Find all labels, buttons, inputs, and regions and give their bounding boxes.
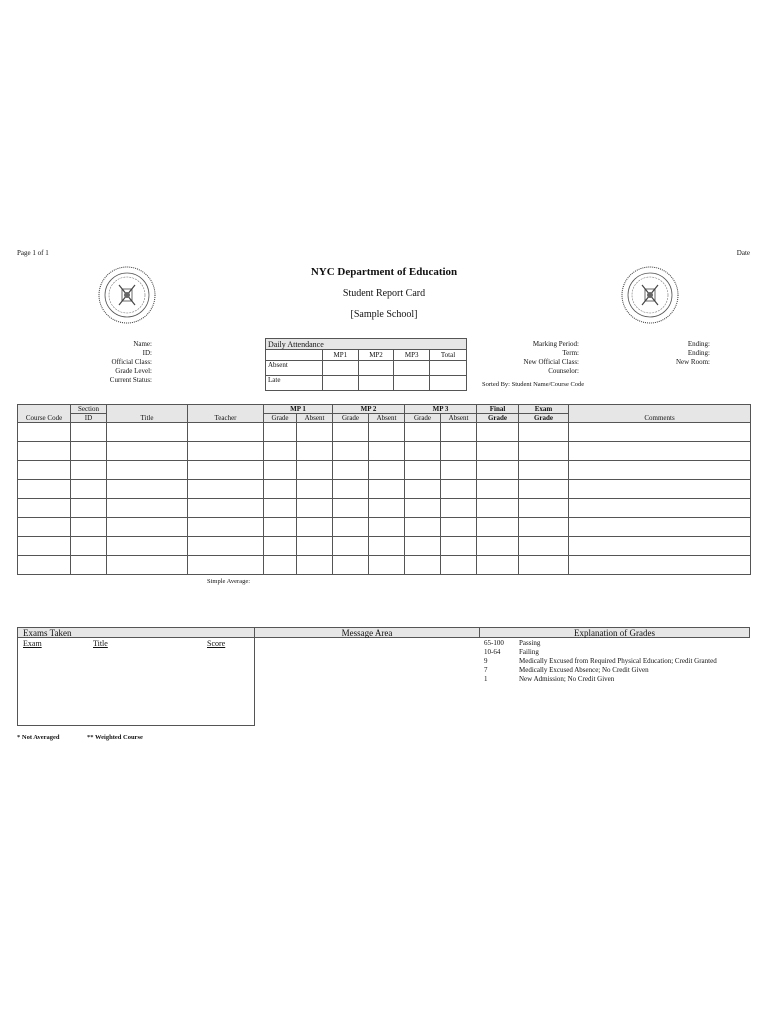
grade-cell [71, 461, 107, 480]
explanation-item: 10-64 Failing [484, 648, 539, 656]
school-name: [Sample School] [350, 309, 418, 320]
col-final-1: Final [477, 405, 519, 414]
grade-cell [107, 518, 188, 537]
ending-label-2: Ending: [687, 349, 710, 357]
grade-cell [333, 442, 369, 461]
seal-logo-right [620, 265, 680, 325]
term-label: Term: [562, 349, 579, 357]
grade-cell [569, 537, 751, 556]
explanation-title: Explanation of Grades [479, 627, 750, 638]
message-area-title: Message Area [254, 627, 480, 638]
ending-label-1: Ending: [687, 340, 710, 348]
grade-cell [405, 556, 441, 575]
grade-cell [477, 461, 519, 480]
grade-cell [333, 480, 369, 499]
grade-cell [71, 518, 107, 537]
grade-cell [441, 556, 477, 575]
grade-cell [441, 461, 477, 480]
explanation-item: 1 New Admission; No Credit Given [484, 675, 615, 683]
grade-cell [297, 423, 333, 442]
grade-cell [264, 518, 297, 537]
grade-cell [405, 442, 441, 461]
col-teacher: Teacher [188, 405, 264, 423]
grade-cell [333, 556, 369, 575]
grade-row [18, 423, 751, 442]
grade-cell [441, 442, 477, 461]
col-comments: Comments [569, 405, 751, 423]
id-label: ID: [142, 349, 152, 357]
grade-cell [264, 461, 297, 480]
grade-cell [569, 442, 751, 461]
grade-row [18, 461, 751, 480]
grade-cell [519, 556, 569, 575]
current-status-label: Current Status: [109, 376, 152, 384]
grades-table [17, 404, 751, 575]
grade-cell [188, 537, 264, 556]
date-label: Date [736, 249, 750, 257]
official-class-label: Official Class: [111, 358, 152, 366]
marking-period-label: Marking Period: [532, 340, 579, 348]
col-final-2: Grade [477, 414, 519, 423]
not-averaged-note: * Not Averaged [17, 734, 60, 741]
daily-attendance-table [265, 338, 467, 391]
exam-score-col-header: Score [207, 639, 226, 648]
grade-cell [569, 461, 751, 480]
grade-cell [441, 518, 477, 537]
explanation-item: 9 Medically Excused from Required Physical Education; Credit Granted [484, 657, 717, 665]
student-info-labels [60, 340, 152, 385]
grade-cell [18, 556, 71, 575]
grade-cell [369, 518, 405, 537]
grade-cell [333, 461, 369, 480]
exam-col-header: Exam [23, 639, 42, 648]
grade-row [18, 480, 751, 499]
grade-cell [188, 518, 264, 537]
exam-title-col-header: Title [93, 639, 108, 648]
grade-cell [405, 461, 441, 480]
grade-cell [264, 556, 297, 575]
grade-cell [333, 518, 369, 537]
grade-cell [369, 499, 405, 518]
grade-cell [369, 461, 405, 480]
grade-cell [369, 556, 405, 575]
sorted-by-note: Sorted By: Student Name/Course Code [482, 381, 585, 388]
grade-cell [569, 499, 751, 518]
grade-cell [477, 480, 519, 499]
col-mp1-absent: Absent [297, 414, 333, 423]
explanation-item: 7 Medically Excused Absence; No Credit Given [484, 666, 649, 674]
att-col-mp2: MP2 [358, 350, 394, 361]
seal-logo-left [97, 265, 157, 325]
col-mp3-absent: Absent [441, 414, 477, 423]
grade-cell [107, 423, 188, 442]
grade-cell [569, 556, 751, 575]
grade-cell [519, 461, 569, 480]
grade-cell [369, 423, 405, 442]
grade-cell [18, 461, 71, 480]
grade-cell [369, 537, 405, 556]
weighted-course-note: ** Weighted Course [87, 734, 143, 741]
grade-cell [519, 423, 569, 442]
att-col-mp3: MP3 [394, 350, 430, 361]
grade-cell [297, 518, 333, 537]
attendance-title: Daily Attendance [266, 339, 467, 350]
grade-cell [71, 480, 107, 499]
grade-cell [107, 556, 188, 575]
grade-cell [369, 442, 405, 461]
col-mp2-absent: Absent [369, 414, 405, 423]
explanation-list [484, 639, 750, 684]
grade-cell [297, 480, 333, 499]
grade-row [18, 442, 751, 461]
grade-cell [107, 461, 188, 480]
grade-cell [264, 537, 297, 556]
grade-cell [441, 480, 477, 499]
document-subtitle: Student Report Card [342, 288, 426, 299]
grade-cell [333, 537, 369, 556]
att-row-absent: Absent [266, 361, 323, 376]
grade-cell [441, 499, 477, 518]
att-row-late: Late [266, 376, 323, 391]
grade-cell [519, 537, 569, 556]
grade-cell [71, 423, 107, 442]
grade-cell [297, 499, 333, 518]
grade-cell [297, 442, 333, 461]
grade-cell [107, 442, 188, 461]
explanation-item: 65-100 Passing [484, 639, 541, 647]
grade-cell [71, 556, 107, 575]
grade-cell [18, 423, 71, 442]
grade-cell [188, 480, 264, 499]
grade-cell [18, 499, 71, 518]
grade-cell [369, 480, 405, 499]
col-course-code: Course Code [18, 405, 71, 423]
name-label: Name: [133, 340, 152, 348]
col-section-1: Section [71, 405, 107, 414]
grade-cell [405, 499, 441, 518]
grade-level-label: Grade Level: [115, 367, 152, 375]
grade-cell [297, 556, 333, 575]
exams-taken-title: Exams Taken [17, 627, 255, 638]
grade-cell [107, 499, 188, 518]
grade-cell [405, 423, 441, 442]
grade-cell [333, 499, 369, 518]
grade-cell [405, 480, 441, 499]
grade-cell [569, 518, 751, 537]
grade-cell [441, 423, 477, 442]
ending-labels [640, 340, 710, 367]
grade-cell [264, 499, 297, 518]
grade-cell [18, 518, 71, 537]
grade-cell [569, 480, 751, 499]
grade-cell [188, 423, 264, 442]
grade-row [18, 499, 751, 518]
grade-row [18, 537, 751, 556]
grade-cell [405, 518, 441, 537]
grade-row [18, 556, 751, 575]
document-title: NYC Department of Education [310, 266, 458, 278]
grade-cell [297, 461, 333, 480]
grade-cell [188, 499, 264, 518]
col-mp3: MP 3 [405, 405, 477, 414]
grade-cell [188, 442, 264, 461]
grade-cell [18, 537, 71, 556]
grade-row [18, 518, 751, 537]
grade-cell [18, 442, 71, 461]
grade-cell [71, 499, 107, 518]
grade-cell [441, 537, 477, 556]
grade-cell [477, 537, 519, 556]
grade-cell [107, 537, 188, 556]
grade-cell [188, 461, 264, 480]
grade-cell [477, 442, 519, 461]
grade-cell [107, 480, 188, 499]
col-section-2: ID [71, 414, 107, 423]
grade-cell [71, 442, 107, 461]
grade-cell [519, 480, 569, 499]
grade-cell [569, 423, 751, 442]
att-col-mp1: MP1 [323, 350, 359, 361]
period-info-labels [480, 340, 579, 376]
grade-cell [333, 423, 369, 442]
grade-cell [477, 499, 519, 518]
grade-cell [519, 442, 569, 461]
simple-average-label: Simple Average: [207, 578, 251, 585]
col-mp2: MP 2 [333, 405, 405, 414]
grade-cell [264, 442, 297, 461]
grade-cell [264, 480, 297, 499]
grade-cell [405, 537, 441, 556]
grade-cell [519, 518, 569, 537]
grade-cell [297, 537, 333, 556]
col-exam-2: Grade [519, 414, 569, 423]
page-number: Page 1 of 1 [17, 249, 49, 257]
col-title: Title [107, 405, 188, 423]
att-col-total: Total [430, 350, 467, 361]
grade-cell [18, 480, 71, 499]
col-mp1-grade: Grade [264, 414, 297, 423]
grade-cell [477, 423, 519, 442]
grade-cell [264, 423, 297, 442]
counselor-label: Counselor: [548, 367, 579, 375]
col-exam-1: Exam [519, 405, 569, 414]
col-mp2-grade: Grade [333, 414, 369, 423]
grade-cell [71, 537, 107, 556]
new-room-label: New Room: [675, 358, 710, 366]
new-official-class-label: New Official Class: [523, 358, 579, 366]
grade-cell [519, 499, 569, 518]
grade-cell [188, 556, 264, 575]
col-mp1: MP 1 [264, 405, 333, 414]
col-mp3-grade: Grade [405, 414, 441, 423]
grade-cell [477, 556, 519, 575]
grade-cell [477, 518, 519, 537]
